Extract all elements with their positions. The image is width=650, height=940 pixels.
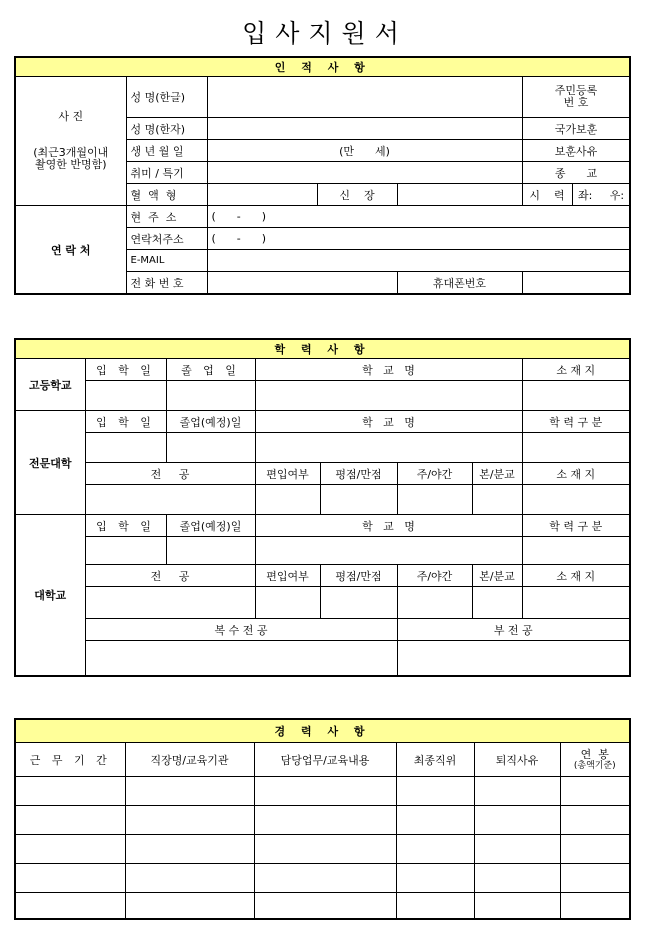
vision-field[interactable]: 좌: 우: xyxy=(572,184,630,206)
career-reason-field[interactable] xyxy=(474,777,560,806)
career-reason-field[interactable] xyxy=(474,864,560,893)
period-label: 근 무 기 간 xyxy=(15,743,125,777)
career-period-field[interactable] xyxy=(15,806,125,835)
career-duties-field[interactable] xyxy=(254,864,396,893)
uni-graduate-label: 졸업(예정)일 xyxy=(166,515,255,537)
education-table xyxy=(14,338,631,677)
blood-field[interactable] xyxy=(207,184,317,206)
salary-label-1: 연 봉 xyxy=(580,747,609,761)
col-gpa-label: 평점/만점 xyxy=(320,463,397,485)
birthdate-field[interactable]: (만 세) xyxy=(207,140,522,162)
resident-label-1: 주민등록 xyxy=(554,84,598,97)
address-field[interactable]: ( - ) xyxy=(207,206,630,228)
career-salary-field[interactable] xyxy=(560,864,630,893)
blood-label: 혈 액 형 xyxy=(126,184,207,206)
name-hanja-field[interactable] xyxy=(207,118,522,140)
career-reason-field[interactable] xyxy=(474,893,560,919)
name-korean-label: 성 명(한글) xyxy=(126,77,207,118)
mobile-label: 휴대폰번호 xyxy=(397,272,522,295)
education-header: 학 력 사 항 xyxy=(15,339,630,359)
workplace-label: 직장명/교육기관 xyxy=(125,743,254,777)
col-campus-field[interactable] xyxy=(472,485,522,515)
career-row xyxy=(15,835,630,864)
photo-note-1: (최근3개월이내 xyxy=(33,146,109,159)
personal-info-table xyxy=(14,56,631,295)
height-label: 신 장 xyxy=(317,184,397,206)
final-position-label: 최종직위 xyxy=(396,743,474,777)
double-major-field[interactable] xyxy=(85,641,397,676)
col-school-name-label: 학 교 명 xyxy=(255,411,522,433)
career-salary-field[interactable] xyxy=(560,835,630,864)
page-title: 입사지원서 xyxy=(242,19,408,48)
minor-label: 부 전 공 xyxy=(397,619,630,641)
col-degree-field[interactable] xyxy=(522,433,630,463)
career-salary-field[interactable] xyxy=(560,777,630,806)
col-enter-field[interactable] xyxy=(85,433,166,463)
col-degree-label: 학 력 구 분 xyxy=(522,411,630,433)
uni-school-name-field[interactable] xyxy=(255,537,522,565)
uni-transfer-label: 편입여부 xyxy=(255,565,320,587)
uni-location-field[interactable] xyxy=(522,587,630,619)
col-enter-label: 입 학 일 xyxy=(85,411,166,433)
uni-day-night-label: 주/야간 xyxy=(397,565,472,587)
career-reason-field[interactable] xyxy=(474,806,560,835)
career-reason-field[interactable] xyxy=(474,835,560,864)
career-row xyxy=(15,864,630,893)
career-workplace-field[interactable] xyxy=(125,864,254,893)
career-workplace-field[interactable] xyxy=(125,777,254,806)
uni-gpa-field[interactable] xyxy=(320,587,397,619)
reason-label: 퇴직사유 xyxy=(474,743,560,777)
career-row xyxy=(15,806,630,835)
contact-address-label: 연락처주소 xyxy=(126,228,207,250)
col-major-label: 전 공 xyxy=(85,463,255,485)
veteran-reason-label: 보훈사유 xyxy=(522,140,630,162)
address-label: 현 주 소 xyxy=(126,206,207,228)
career-workplace-field[interactable] xyxy=(125,806,254,835)
career-period-field[interactable] xyxy=(15,864,125,893)
hs-location-label: 소 재 지 xyxy=(522,359,630,381)
salary-label-2: (총액기준) xyxy=(573,760,616,771)
name-hanja-label: 성 명(한자) xyxy=(126,118,207,140)
col-transfer-label: 편입여부 xyxy=(255,463,320,485)
col-location-label: 소 재 지 xyxy=(522,463,630,485)
phone-label: 전 화 번 호 xyxy=(126,272,207,295)
photo-box[interactable] xyxy=(15,77,126,206)
hs-location-field[interactable] xyxy=(522,381,630,411)
uni-campus-label: 본/분교 xyxy=(472,565,522,587)
resident-label-2: 번 호 xyxy=(563,96,589,109)
career-workplace-field[interactable] xyxy=(125,893,254,919)
career-duties-field[interactable] xyxy=(254,806,396,835)
col-location-field[interactable] xyxy=(522,485,630,515)
hs-graduate-field[interactable] xyxy=(166,381,255,411)
career-workplace-field[interactable] xyxy=(125,835,254,864)
career-row xyxy=(15,777,630,806)
email-label: E-MAIL xyxy=(126,250,207,272)
career-duties-field[interactable] xyxy=(254,777,396,806)
double-major-label: 복 수 전 공 xyxy=(85,619,397,641)
uni-enter-label: 입 학 일 xyxy=(85,515,166,537)
minor-field[interactable] xyxy=(397,641,630,676)
career-period-field[interactable] xyxy=(15,835,125,864)
email-field[interactable] xyxy=(207,250,630,272)
career-position-field[interactable] xyxy=(396,777,474,806)
career-period-field[interactable] xyxy=(15,893,125,919)
religion-label: 종 교 xyxy=(522,162,630,184)
hs-school-name-label: 학 교 명 xyxy=(255,359,522,381)
uni-degree-field[interactable] xyxy=(522,537,630,565)
resident-number-label xyxy=(522,77,630,118)
photo-label: 사 진 xyxy=(58,110,84,123)
duties-label: 담당업무/교육내용 xyxy=(254,743,396,777)
career-position-field[interactable] xyxy=(396,864,474,893)
career-duties-field[interactable] xyxy=(254,893,396,919)
uni-school-name-label: 학 교 명 xyxy=(255,515,522,537)
career-salary-field[interactable] xyxy=(560,806,630,835)
hs-school-name-field[interactable] xyxy=(255,381,522,411)
col-transfer-field[interactable] xyxy=(255,485,320,515)
uni-degree-label: 학 력 구 분 xyxy=(522,515,630,537)
height-field[interactable] xyxy=(397,184,522,206)
uni-graduate-field[interactable] xyxy=(166,537,255,565)
uni-enter-field[interactable] xyxy=(85,537,166,565)
col-gpa-field[interactable] xyxy=(320,485,397,515)
hs-enter-label: 입 학 일 xyxy=(85,359,166,381)
career-row xyxy=(15,893,630,919)
uni-major-label: 전 공 xyxy=(85,565,255,587)
birthdate-label: 생 년 월 일 xyxy=(126,140,207,162)
career-position-field[interactable] xyxy=(396,806,474,835)
col-day-night-field[interactable] xyxy=(397,485,472,515)
university-label: 대학교 xyxy=(15,515,85,676)
col-graduate-label: 졸업(예정)일 xyxy=(166,411,255,433)
uni-major-field[interactable] xyxy=(85,587,255,619)
contact-address-field[interactable]: ( - ) xyxy=(207,228,630,250)
hobby-label: 취미 / 특기 xyxy=(126,162,207,184)
uni-location-label: 소 재 지 xyxy=(522,565,630,587)
col-major-field[interactable] xyxy=(85,485,255,515)
career-salary-field[interactable] xyxy=(560,893,630,919)
hobby-field[interactable] xyxy=(207,162,522,184)
high-school-label: 고등학교 xyxy=(15,359,85,411)
career-header: 경 력 사 항 xyxy=(15,719,630,743)
career-duties-field[interactable] xyxy=(254,835,396,864)
name-korean-field[interactable] xyxy=(207,77,522,118)
vision-label: 시 력 xyxy=(522,184,572,206)
college-label: 전문대학 xyxy=(15,411,85,515)
uni-transfer-field[interactable] xyxy=(255,587,320,619)
veteran-label: 국가보훈 xyxy=(522,118,630,140)
salary-label xyxy=(560,743,630,777)
contact-label: 연 락 처 xyxy=(15,206,126,295)
career-position-field[interactable] xyxy=(396,835,474,864)
uni-day-night-field[interactable] xyxy=(397,587,472,619)
photo-note-2: 촬영한 반명함) xyxy=(34,158,107,171)
career-period-field[interactable] xyxy=(15,777,125,806)
mobile-field[interactable] xyxy=(522,272,630,295)
personal-header: 인 적 사 항 xyxy=(15,57,630,77)
career-position-field[interactable] xyxy=(396,893,474,919)
uni-campus-field[interactable] xyxy=(472,587,522,619)
hs-graduate-label: 졸 업 일 xyxy=(166,359,255,381)
uni-gpa-label: 평점/만점 xyxy=(320,565,397,587)
col-campus-label: 본/분교 xyxy=(472,463,522,485)
col-graduate-field[interactable] xyxy=(166,433,255,463)
col-school-name-field[interactable] xyxy=(255,433,522,463)
hs-enter-field[interactable] xyxy=(85,381,166,411)
career-table xyxy=(14,718,631,920)
col-day-night-label: 주/야간 xyxy=(397,463,472,485)
phone-field[interactable] xyxy=(207,272,397,295)
